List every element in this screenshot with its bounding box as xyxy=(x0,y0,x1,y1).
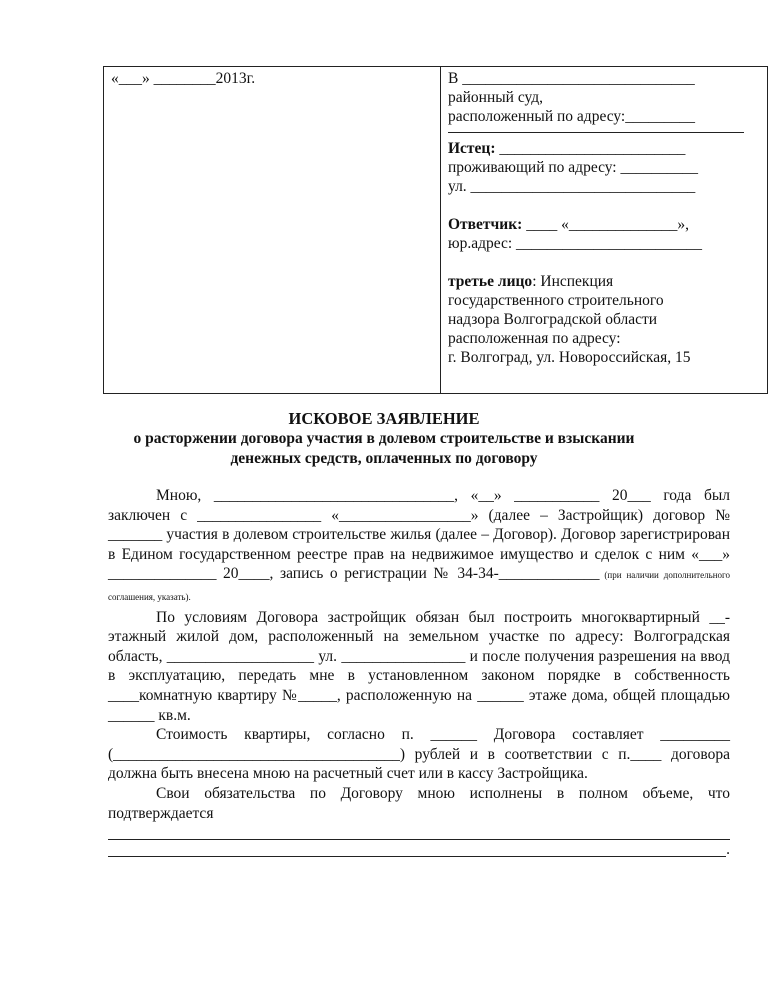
table-border-middle xyxy=(440,67,441,393)
plaintiff-street: ул. _____________________________ xyxy=(448,178,696,195)
plaintiff-name-blank: ________________________ xyxy=(495,140,686,157)
plaintiff-address: проживающий по адресу: __________ xyxy=(448,159,698,176)
defendant-label: Ответчик: xyxy=(448,216,523,233)
third-party-line-5: г. Волгоград, ул. Новороссийская, 15 xyxy=(448,349,691,366)
title-subtitle-2: денежных средств, оплаченных по договору xyxy=(230,450,538,467)
title-main: ИСКОВОЕ ЗАЯВЛЕНИЕ xyxy=(288,409,480,428)
third-party-label: третье лицо xyxy=(448,273,533,290)
third-party-text: : Инспекция xyxy=(532,273,614,290)
court-line-2: районный суд, xyxy=(448,89,544,106)
blank-line-2 xyxy=(108,840,726,857)
paragraph-price: Стоимость квартиры, согласно п. ______ Договора составляет _________ (_____________________________________) рублей и в соответствии с п.____ договора должна быть внесена мною на расчетный счет или в кассу Застройщика. xyxy=(108,726,730,783)
third-party-line-3: надзора Волгоградской области xyxy=(448,311,658,328)
plaintiff-line xyxy=(448,139,754,158)
header-table xyxy=(103,66,768,394)
court-line-3: расположенный по адресу:_________ xyxy=(448,108,695,125)
addressee-block xyxy=(448,69,754,367)
claim-body xyxy=(108,486,730,857)
court-line-1: В ______________________________ xyxy=(448,70,695,87)
third-party-line xyxy=(448,272,754,291)
blank-line-1 xyxy=(108,823,730,840)
table-border-left xyxy=(103,67,104,393)
paragraph-obligations: По условиям Договора застройщик обязан был построить многоквартирный __-этажный жилой дом, расположенный на земельном участке по адресу: Волгоградская область, ___________________ ул. ________________ и после получения разрешения на ввод в эксплуатацию, передать мне в установленном законом порядке в собственность ____комнатную квартиру №_____, расположенную на ______ этаже дома, общей площадью ______ кв.м. xyxy=(108,608,730,724)
paragraph-contract-text: Мною, _______________________________, «__» ___________ 20___ года был заключен с ________________ «_________________» (далее – Застройщик) договор № _______ участия в долевом строительстве жилья (далее – Договор). Договор зарегистрирован в Едином государственном реестре прав на недвижимое имущество и сделок с ним «___» ______________ 20____, запись о регистрации № 34-34-_____________ xyxy=(108,487,730,583)
date-line: «___» ________2013г. xyxy=(111,70,256,87)
end-mark: . xyxy=(726,841,730,859)
third-party-line-4: расположенная по адресу: xyxy=(448,330,621,347)
court-address-blank xyxy=(448,126,744,133)
paragraph-contract-note: (при наличии дополнительного соглашения, указать). xyxy=(108,570,730,602)
defendant-line xyxy=(448,215,754,234)
third-party-line-2: государственного строительного xyxy=(448,292,664,309)
defendant-name-blank: ____ «______________», xyxy=(522,216,689,233)
blank-line-2-row xyxy=(108,840,730,857)
defendant-address: юр.адрес: ________________________ xyxy=(448,235,703,252)
title-subtitle-1: о расторжении договора участия в долевом строительстве и взыскании xyxy=(133,430,635,447)
document-title xyxy=(0,408,768,469)
plaintiff-label: Истец: xyxy=(448,140,496,157)
paragraph-fulfilment: Свои обязательства по Договору мною исполнены в полном объеме, что подтверждается xyxy=(108,784,730,822)
paragraph-contract xyxy=(108,486,730,608)
